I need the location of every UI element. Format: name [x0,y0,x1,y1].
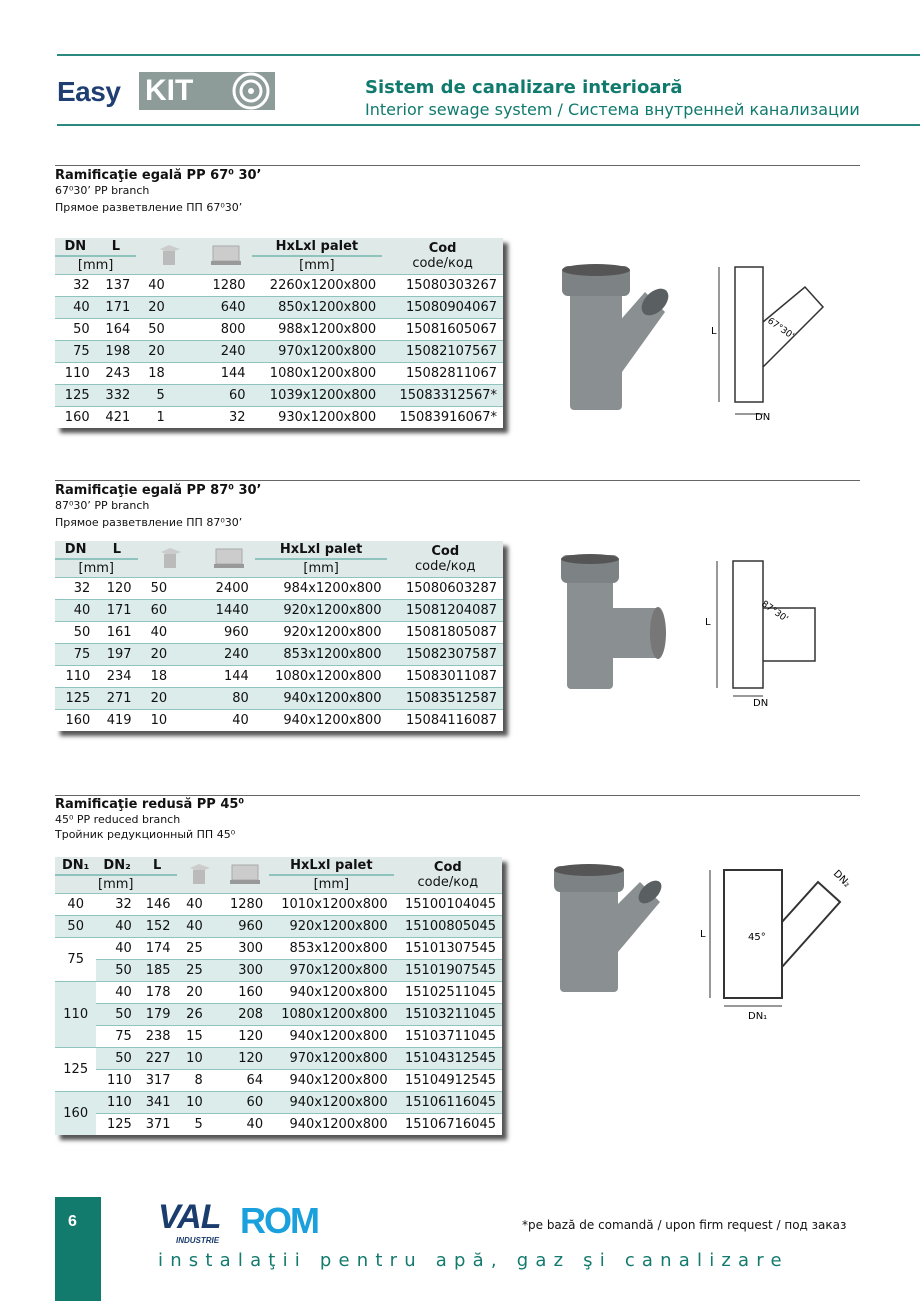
pallet-icon [228,860,262,886]
cell-box-qty: 20 [136,296,201,318]
cell-pallet-qty: 300 [221,937,269,959]
cell-dn: 110 [55,362,96,384]
label-l: L [705,617,711,628]
cell-l: 421 [96,406,137,428]
cell-box-qty: 60 [138,599,204,621]
cell-l: 234 [96,665,137,687]
cell-dn1: 40 [55,893,96,915]
cell-dn2: 32 [96,893,137,915]
header-palet: HxLxl palet [252,238,383,256]
cell-code: 15104312545 [394,1047,502,1069]
cell-l: 198 [96,340,137,362]
cell-box-qty: 8 [177,1069,221,1091]
label-dn: DN [755,412,771,422]
cell-pallet-size: 940x1200x800 [269,1113,394,1135]
cell-code: 15082307587 [387,643,503,665]
table-row [55,296,503,318]
cell-l: 146 [138,893,177,915]
header-unit: [mm] [55,875,177,893]
header-dn: DN [55,238,96,256]
section-title: Ramificaţie redusă PP 45⁰ [55,797,245,812]
footnote: *pe bază de comandă / upon firm request / под заказ [522,1218,847,1232]
section-subtitle-ru: Тройник редукционный ПП 45⁰ [55,828,236,841]
logo-kit-text: KIT [145,74,194,107]
cell-pallet-size: 940x1200x800 [255,709,388,731]
cell-code: 15080904067 [382,296,503,318]
cell-box-qty: 20 [177,981,221,1003]
header-cod-sub: code/код [414,558,476,574]
product-photo-45 [550,862,670,997]
table-row [55,687,503,709]
easykit-logo [57,68,257,114]
cell-pallet-size: 853x1200x800 [255,643,388,665]
header-unit: [mm] [55,256,136,274]
cell-l: 332 [96,384,137,406]
cell-dn: 125 [55,687,96,709]
cell-dn2: 110 [96,1091,137,1113]
cell-code: 15083512587 [387,687,503,709]
pallet-icon [209,241,243,267]
cell-box-qty: 20 [136,340,201,362]
header-dn: DN [55,541,96,559]
cell-dn: 160 [55,709,96,731]
cell-dn: 40 [55,296,96,318]
table-row [55,406,503,428]
table-row [55,1113,502,1135]
header-cod-title: Cod [428,240,457,256]
cell-pallet-size: 2260x1200x800 [252,274,383,296]
cell-dn: 160 [55,406,96,428]
cell-dn2: 125 [96,1113,137,1135]
label-dn: DN [753,698,769,708]
cell-pallet-qty: 40 [203,709,255,731]
cell-l: 317 [138,1069,177,1091]
cell-pallet-qty: 640 [201,296,252,318]
cell-pallet-qty: 40 [221,1113,269,1135]
table-row [55,643,503,665]
label-angle: 67°30' [765,316,796,342]
logo-industrie: INDUSTRIE [176,1236,220,1245]
header-pallet-qty [203,541,255,577]
cell-dn2: 50 [96,1047,137,1069]
cell-dn2: 75 [96,1025,137,1047]
logo-val: VAL [158,1198,221,1236]
cell-l: 197 [96,643,137,665]
cell-pallet-qty: 1440 [203,599,255,621]
header-cod [394,857,502,893]
cell-l: 171 [96,599,137,621]
cell-pallet-size: 970x1200x800 [269,1047,394,1069]
header-cod-title: Cod [433,859,462,875]
table-row [55,915,502,937]
cell-pallet-size: 940x1200x800 [255,687,388,709]
cell-pallet-qty: 960 [203,621,255,643]
header-l: L [138,857,177,875]
header-palet-unit: [mm] [255,559,388,577]
header-cod [382,238,503,274]
header-cod-sub: code/код [412,255,473,271]
cell-code: 15104912545 [394,1069,502,1091]
section-subtitle-en: 87⁰30’ PP branch [55,499,150,512]
table-row [55,599,503,621]
cell-pallet-qty: 80 [203,687,255,709]
page-number: 6 [68,1213,77,1230]
cell-l: 152 [138,915,177,937]
header-dn1: DN₁ [55,857,96,875]
cell-pallet-size: 1039x1200x800 [252,384,383,406]
cell-code: 15083916067* [382,406,503,428]
cell-code: 15082811067 [382,362,503,384]
slogan: instalaţii pentru apă, gaz şi canalizare [158,1250,789,1271]
logo-kit [139,68,311,114]
cell-dn2: 40 [96,981,137,1003]
cell-code: 15081204087 [387,599,503,621]
cell-pallet-size: 1010x1200x800 [269,893,394,915]
cell-l: 161 [96,621,137,643]
cell-pallet-qty: 240 [203,643,255,665]
cell-l: 171 [96,296,137,318]
cell-pallet-size: 940x1200x800 [269,1025,394,1047]
cell-box-qty: 10 [138,709,204,731]
cell-box-qty: 18 [136,362,201,384]
cell-dn: 75 [55,643,96,665]
cell-pallet-qty: 144 [201,362,252,384]
cell-box-qty: 40 [136,274,201,296]
box-icon [154,241,184,267]
cell-dn: 75 [55,340,96,362]
cell-pallet-qty: 960 [221,915,269,937]
cell-box-qty: 5 [136,384,201,406]
table-row [55,1025,502,1047]
product-table [55,238,503,428]
cell-pallet-qty: 1280 [221,893,269,915]
product-photo-67 [550,262,670,417]
table-row [55,577,503,599]
valrom-logo [158,1200,328,1248]
cell-pallet-size: 940x1200x800 [269,1091,394,1113]
cell-pallet-qty: 2400 [203,577,255,599]
cell-pallet-size: 970x1200x800 [269,959,394,981]
cell-pallet-qty: 300 [221,959,269,981]
spiral-icon [227,68,277,114]
cell-dn2: 40 [96,937,137,959]
cell-l: 164 [96,318,137,340]
cell-box-qty: 40 [138,621,204,643]
table-row [55,959,502,981]
cell-dn: 32 [55,274,96,296]
cell-pallet-qty: 120 [221,1025,269,1047]
technical-drawing-67 [705,262,855,422]
cell-pallet-size: 970x1200x800 [252,340,383,362]
cell-pallet-size: 930x1200x800 [252,406,383,428]
header-l: L [96,238,137,256]
section-subtitle-en: 67⁰30’ PP branch [55,184,150,197]
table-row [55,318,503,340]
table-row [55,1047,502,1069]
cell-dn1: 75 [55,937,96,981]
cell-l: 179 [138,1003,177,1025]
cell-pallet-qty: 1280 [201,274,252,296]
cell-dn2: 40 [96,915,137,937]
table-row [55,274,503,296]
cell-box-qty: 50 [138,577,204,599]
cell-pallet-size: 920x1200x800 [269,915,394,937]
cell-pallet-qty: 60 [201,384,252,406]
table-row [55,893,502,915]
table-row [55,384,503,406]
cell-dn: 32 [55,577,96,599]
cell-l: 419 [96,709,137,731]
cell-l: 238 [138,1025,177,1047]
cell-code: 15080303267 [382,274,503,296]
cell-dn: 125 [55,384,96,406]
cell-dn1: 110 [55,981,96,1047]
cell-l: 371 [138,1113,177,1135]
section-subtitle-ru: Прямое разветвление ПП 87⁰30’ [55,516,243,529]
label-angle: 45° [748,932,766,943]
cell-pallet-size: 940x1200x800 [269,981,394,1003]
cell-l: 174 [138,937,177,959]
cell-box-qty: 25 [177,959,221,981]
label-angle: 87°30' [759,599,790,625]
header-palet: HxLxl palet [269,857,394,875]
header-dn2: DN₂ [96,857,137,875]
cell-box-qty: 15 [177,1025,221,1047]
cell-pallet-size: 988x1200x800 [252,318,383,340]
header-box-qty [177,857,221,893]
cell-pallet-qty: 208 [221,1003,269,1025]
cell-box-qty: 1 [136,406,201,428]
page-subtitle: Interior sewage system / Система внутренней канализации [365,100,860,119]
logo-rom: ROM [240,1200,318,1241]
header-palet-unit: [mm] [252,256,383,274]
cell-dn2: 50 [96,959,137,981]
section-title: Ramificaţie egală PP 67⁰ 30’ [55,168,262,183]
cell-code: 15080603287 [387,577,503,599]
table-row [55,665,503,687]
cell-pallet-size: 1080x1200x800 [269,1003,394,1025]
cell-box-qty: 40 [177,893,221,915]
cell-code: 15100805045 [394,915,502,937]
cell-l: 341 [138,1091,177,1113]
header-palet-unit: [mm] [269,875,394,893]
cell-box-qty: 10 [177,1047,221,1069]
box-icon [155,544,185,570]
label-dn1: DN₁ [748,1011,768,1022]
box-icon [184,860,214,886]
cell-l: 243 [96,362,137,384]
cell-code: 15081605067 [382,318,503,340]
cell-dn1: 160 [55,1091,96,1135]
cell-pallet-size: 1080x1200x800 [252,362,383,384]
product-table [55,857,502,1135]
cell-code: 15102511045 [394,981,502,1003]
cell-pallet-size: 850x1200x800 [252,296,383,318]
section-subtitle-ru: Прямое разветвление ПП 67⁰30’ [55,201,243,214]
cell-pallet-qty: 120 [221,1047,269,1069]
cell-l: 185 [138,959,177,981]
label-l: L [700,929,706,940]
cell-dn: 50 [55,621,96,643]
cell-code: 15084116087 [387,709,503,731]
cell-pallet-qty: 64 [221,1069,269,1091]
top-rule [57,54,920,56]
cell-code: 15103711045 [394,1025,502,1047]
cell-box-qty: 10 [177,1091,221,1113]
cell-code: 15082107567 [382,340,503,362]
cell-pallet-qty: 160 [221,981,269,1003]
header-pallet-qty [201,238,252,274]
cell-l: 227 [138,1047,177,1069]
header-palet: HxLxl palet [255,541,388,559]
logo-easy: Easy [57,76,121,107]
table-row [55,937,502,959]
header-pallet-qty [221,857,269,893]
cell-code: 15083312567* [382,384,503,406]
table-row [55,340,503,362]
cell-l: 178 [138,981,177,1003]
section-title: Ramificaţie egală PP 87⁰ 30’ [55,483,262,498]
cell-code: 15106116045 [394,1091,502,1113]
product-photo-87 [555,553,670,693]
cell-pallet-qty: 240 [201,340,252,362]
table-row [55,1069,502,1091]
header-l: L [96,541,137,559]
header-cod [387,541,503,577]
technical-drawing-87 [705,553,855,708]
label-l: L [711,326,717,337]
table-row [55,709,503,731]
cell-box-qty: 20 [138,643,204,665]
cell-pallet-qty: 144 [203,665,255,687]
cell-code: 15106716045 [394,1113,502,1135]
cell-dn2: 110 [96,1069,137,1091]
cell-pallet-size: 920x1200x800 [255,599,388,621]
page-title: Sistem de canalizare interioară [365,77,683,98]
cell-code: 15101307545 [394,937,502,959]
cell-dn: 110 [55,665,96,687]
cell-l: 271 [96,687,137,709]
header-rule [57,124,920,126]
cell-code: 15101907545 [394,959,502,981]
page-number-bar [55,1197,101,1301]
header-cod-title: Cod [431,543,460,559]
cell-dn: 40 [55,599,96,621]
cell-code: 15083011087 [387,665,503,687]
pallet-icon [212,544,246,570]
cell-dn1: 50 [55,915,96,937]
technical-drawing-45 [698,862,858,1022]
cell-box-qty: 18 [138,665,204,687]
header-box-qty [138,541,204,577]
table-row [55,621,503,643]
cell-dn2: 50 [96,1003,137,1025]
table-row [55,1003,502,1025]
cell-pallet-qty: 800 [201,318,252,340]
cell-box-qty: 40 [177,915,221,937]
table-row [55,1091,502,1113]
cell-code: 15100104045 [394,893,502,915]
cell-pallet-qty: 32 [201,406,252,428]
cell-pallet-size: 853x1200x800 [269,937,394,959]
cell-box-qty: 25 [177,937,221,959]
header-cod-sub: code/код [417,874,479,890]
cell-pallet-size: 984x1200x800 [255,577,388,599]
cell-l: 120 [96,577,137,599]
section-subtitle-en: 45⁰ PP reduced branch [55,813,181,826]
cell-pallet-size: 920x1200x800 [255,621,388,643]
cell-box-qty: 5 [177,1113,221,1135]
cell-pallet-size: 1080x1200x800 [255,665,388,687]
product-table [55,541,503,731]
cell-box-qty: 20 [138,687,204,709]
cell-l: 137 [96,274,137,296]
table-row [55,981,502,1003]
cell-dn1: 125 [55,1047,96,1091]
cell-box-qty: 26 [177,1003,221,1025]
header-unit: [mm] [55,559,138,577]
cell-pallet-qty: 60 [221,1091,269,1113]
cell-box-qty: 50 [136,318,201,340]
cell-dn: 50 [55,318,96,340]
cell-pallet-size: 940x1200x800 [269,1069,394,1091]
table-row [55,362,503,384]
cell-code: 15103211045 [394,1003,502,1025]
header-box-qty [136,238,201,274]
label-dn2: DN₂ [830,868,853,890]
cell-code: 15081805087 [387,621,503,643]
